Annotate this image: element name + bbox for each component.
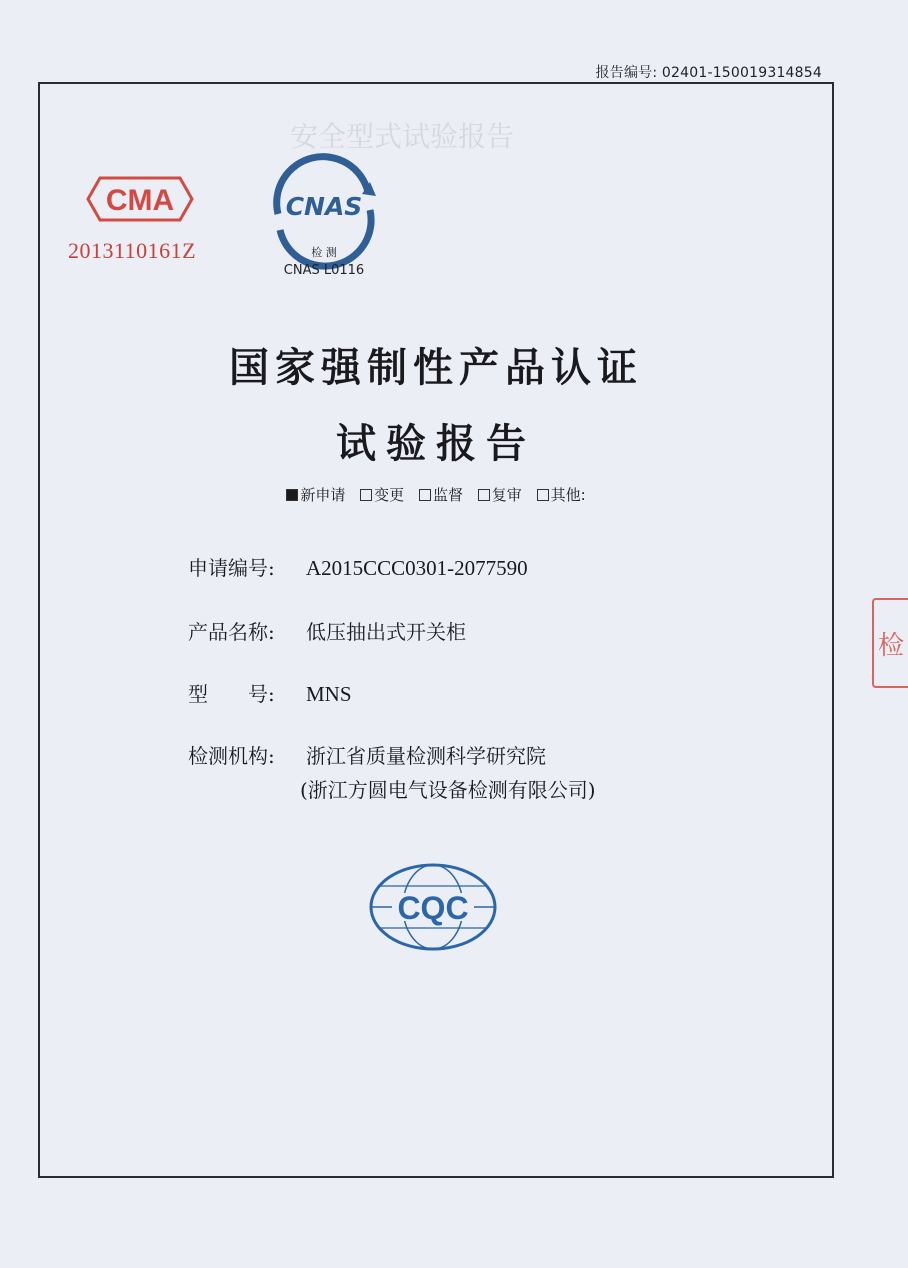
checked-box-icon	[286, 489, 298, 501]
unchecked-box-icon	[419, 489, 431, 501]
check-supervision: 监督	[419, 484, 463, 505]
field-label: 型 号:	[188, 682, 275, 706]
field-value: A2015CCC0301-2077590	[306, 556, 528, 580]
cnas-sub-text: 检 测	[311, 246, 337, 259]
field-application-number	[188, 552, 528, 581]
unchecked-box-icon	[537, 489, 549, 501]
field-testing-organization	[188, 740, 546, 769]
cma-logo-text: CMA	[105, 184, 175, 217]
unchecked-box-icon	[360, 489, 372, 501]
field-value: MNS	[306, 682, 352, 706]
check-review: 复审	[478, 484, 522, 505]
check-new-application: 新申请	[286, 484, 345, 505]
bleed-through-text: 安全型式试验报告	[290, 120, 515, 153]
cnas-code-text: CNAS L0116	[283, 263, 365, 278]
cqc-logo-icon	[368, 862, 498, 952]
field-label: 检测机构:	[188, 744, 275, 768]
field-value: 低压抽出式开关柜	[306, 620, 466, 644]
cma-logo-icon	[80, 172, 200, 226]
cnas-logo-text: CNAS	[285, 192, 363, 221]
field-value: 浙江省质量检测科学研究院	[306, 744, 546, 768]
unchecked-box-icon	[478, 489, 490, 501]
cma-certificate-number: 2013110161Z	[68, 238, 197, 263]
field-label: 产品名称:	[188, 620, 275, 644]
application-type-row	[0, 484, 872, 505]
report-number: 报告编号: 02401-150019314854	[595, 65, 822, 81]
field-label: 申请编号:	[188, 556, 275, 580]
field-product-name	[188, 616, 466, 645]
field-model	[188, 678, 352, 707]
cnas-logo-icon	[258, 152, 388, 282]
testing-organization-subsidiary: (浙江方圆电气设备检测有限公司)	[300, 778, 596, 802]
cqc-logo-text: CQC	[397, 890, 469, 926]
document-title: 国家强制性产品认证	[229, 344, 643, 391]
document-subtitle: 试验报告	[336, 420, 536, 467]
side-stamp: 检	[872, 598, 908, 688]
check-change: 变更	[360, 484, 404, 505]
check-other: 其他:	[537, 484, 586, 505]
